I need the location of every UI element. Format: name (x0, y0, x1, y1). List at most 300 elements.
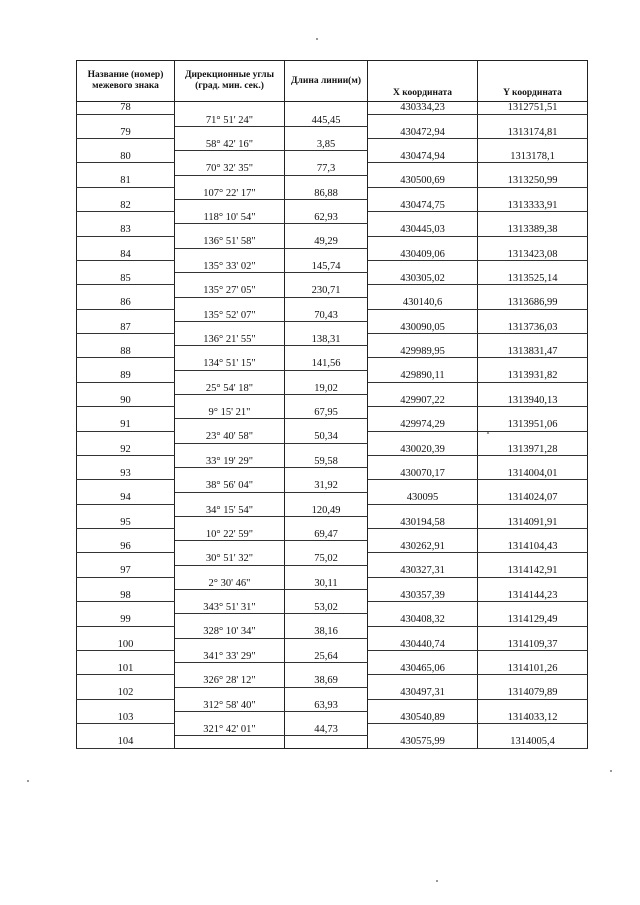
x-coordinate: 430334,23 (368, 102, 478, 115)
empty-cell (77, 724, 175, 736)
point-name: 85 (77, 273, 175, 285)
x-coordinate: 430070,17 (368, 468, 478, 480)
x-coordinate: 430194,58 (368, 516, 478, 528)
empty-cell (285, 175, 368, 187)
header-line-length: Длина линии(м) (285, 61, 368, 102)
scan-speck (436, 880, 438, 882)
point-row (77, 102, 588, 115)
line-length: 53,02 (285, 602, 368, 614)
empty-cell (175, 663, 285, 675)
empty-cell (77, 163, 175, 175)
x-coordinate: 430020,39 (368, 443, 478, 455)
y-coordinate: 1313250,99 (478, 175, 588, 187)
empty-cell (478, 260, 588, 272)
empty-cell (478, 212, 588, 224)
empty-cell (175, 614, 285, 626)
empty-cell (285, 102, 368, 115)
empty-cell (77, 334, 175, 346)
scan-speck (487, 432, 489, 434)
point-name: 81 (77, 175, 175, 187)
point-row (77, 297, 588, 309)
empty-cell (478, 529, 588, 541)
empty-cell (285, 346, 368, 358)
line-length: 138,31 (285, 334, 368, 346)
x-coordinate: 430440,74 (368, 638, 478, 650)
line-length: 49,29 (285, 236, 368, 248)
empty-cell (175, 297, 285, 309)
empty-cell (77, 577, 175, 589)
scan-speck (610, 770, 612, 772)
y-coordinate: 1313736,03 (478, 321, 588, 333)
y-coordinate: 1313389,38 (478, 224, 588, 236)
direction-angle: 30° 51' 32" (175, 553, 285, 565)
y-coordinate: 1312751,51 (478, 102, 588, 115)
empty-cell (285, 200, 368, 212)
empty-cell (77, 358, 175, 370)
empty-cell (175, 200, 285, 212)
empty-cell (478, 455, 588, 467)
point-row (77, 736, 588, 749)
empty-cell (478, 285, 588, 297)
y-coordinate: 1313831,47 (478, 346, 588, 358)
empty-cell (285, 516, 368, 528)
segment-row (77, 187, 588, 199)
x-coordinate: 429974,29 (368, 419, 478, 431)
x-coordinate: 430262,91 (368, 541, 478, 553)
y-coordinate: 1313333,91 (478, 200, 588, 212)
empty-cell (175, 419, 285, 431)
y-coordinate: 1313686,99 (478, 297, 588, 309)
direction-angle: 343° 51' 31" (175, 602, 285, 614)
line-length: 120,49 (285, 504, 368, 516)
empty-cell (478, 382, 588, 394)
empty-cell (368, 480, 478, 492)
segment-row (77, 724, 588, 736)
point-name: 95 (77, 516, 175, 528)
empty-cell (175, 468, 285, 480)
empty-cell (478, 650, 588, 662)
empty-cell (285, 151, 368, 163)
header-point-name: Название (номер) межевого знака (77, 61, 175, 102)
empty-cell (77, 675, 175, 687)
point-row (77, 346, 588, 358)
empty-cell (285, 273, 368, 285)
empty-cell (175, 273, 285, 285)
point-name: 84 (77, 248, 175, 260)
y-coordinate: 1313971,28 (478, 443, 588, 455)
x-coordinate: 430497,31 (368, 687, 478, 699)
y-coordinate: 1314091,91 (478, 516, 588, 528)
line-length: 44,73 (285, 724, 368, 736)
empty-cell (478, 187, 588, 199)
point-name: 102 (77, 687, 175, 699)
empty-cell (77, 529, 175, 541)
direction-angle: 118° 10' 54" (175, 212, 285, 224)
y-coordinate: 1314079,89 (478, 687, 588, 699)
empty-cell (175, 175, 285, 187)
empty-cell (285, 248, 368, 260)
empty-cell (77, 260, 175, 272)
point-name: 103 (77, 711, 175, 723)
line-length: 77,3 (285, 163, 368, 175)
empty-cell (175, 248, 285, 260)
point-name: 98 (77, 590, 175, 602)
line-length: 50,34 (285, 431, 368, 443)
empty-cell (77, 114, 175, 126)
empty-cell (77, 650, 175, 662)
point-name: 104 (77, 736, 175, 749)
empty-cell (77, 626, 175, 638)
empty-cell (77, 236, 175, 248)
line-length: 75,02 (285, 553, 368, 565)
line-length: 145,74 (285, 260, 368, 272)
point-name: 87 (77, 321, 175, 333)
line-length: 3,85 (285, 139, 368, 151)
segment-row (77, 455, 588, 467)
line-length: 25,64 (285, 650, 368, 662)
empty-cell (478, 699, 588, 711)
empty-cell (368, 577, 478, 589)
point-name: 100 (77, 638, 175, 650)
empty-cell (285, 663, 368, 675)
point-row (77, 614, 588, 626)
y-coordinate: 1313940,13 (478, 395, 588, 407)
point-row (77, 492, 588, 504)
line-length: 59,58 (285, 455, 368, 467)
empty-cell (478, 553, 588, 565)
direction-angle: 312° 58' 40" (175, 699, 285, 711)
direction-angle: 2° 30' 46" (175, 577, 285, 589)
empty-cell (368, 650, 478, 662)
point-row (77, 590, 588, 602)
empty-cell (368, 724, 478, 736)
point-row (77, 200, 588, 212)
x-coordinate: 430095 (368, 492, 478, 504)
direction-angle: 10° 22' 59" (175, 529, 285, 541)
empty-cell (368, 114, 478, 126)
point-name: 82 (77, 200, 175, 212)
point-name: 92 (77, 443, 175, 455)
table-body (77, 102, 588, 749)
direction-angle: 25° 54' 18" (175, 382, 285, 394)
y-coordinate: 1313931,82 (478, 370, 588, 382)
empty-cell (175, 492, 285, 504)
point-name: 96 (77, 541, 175, 553)
empty-cell (175, 541, 285, 553)
point-row (77, 565, 588, 577)
line-length: 62,93 (285, 212, 368, 224)
y-coordinate: 1313951,06 (478, 419, 588, 431)
point-name: 86 (77, 297, 175, 309)
point-name: 91 (77, 419, 175, 431)
empty-cell (175, 224, 285, 236)
y-coordinate: 1314109,37 (478, 638, 588, 650)
segment-row (77, 260, 588, 272)
segment-row (77, 163, 588, 175)
y-coordinate: 1314033,12 (478, 711, 588, 723)
point-row (77, 224, 588, 236)
y-coordinate: 1313525,14 (478, 273, 588, 285)
direction-angle: 135° 27' 05" (175, 285, 285, 297)
empty-cell (77, 285, 175, 297)
empty-cell (285, 492, 368, 504)
empty-cell (77, 212, 175, 224)
empty-cell (175, 395, 285, 407)
empty-cell (285, 468, 368, 480)
x-coordinate: 429989,95 (368, 346, 478, 358)
empty-cell (478, 504, 588, 516)
x-coordinate: 430474,75 (368, 200, 478, 212)
line-length: 38,69 (285, 675, 368, 687)
empty-cell (285, 443, 368, 455)
x-coordinate: 430408,32 (368, 614, 478, 626)
empty-cell (175, 102, 285, 115)
empty-cell (368, 504, 478, 516)
segment-row (77, 114, 588, 126)
empty-cell (368, 212, 478, 224)
y-coordinate: 1314142,91 (478, 565, 588, 577)
empty-cell (175, 370, 285, 382)
direction-angle: 136° 51' 58" (175, 236, 285, 248)
empty-cell (285, 395, 368, 407)
segment-row (77, 504, 588, 516)
empty-cell (478, 480, 588, 492)
empty-cell (175, 590, 285, 602)
empty-cell (175, 638, 285, 650)
segment-row (77, 480, 588, 492)
segment-row (77, 236, 588, 248)
segment-row (77, 431, 588, 443)
x-coordinate: 430357,39 (368, 590, 478, 602)
empty-cell (478, 358, 588, 370)
direction-angle: 33° 19' 29" (175, 455, 285, 467)
point-name: 93 (77, 468, 175, 480)
point-row (77, 687, 588, 699)
point-row (77, 443, 588, 455)
y-coordinate: 1314024,07 (478, 492, 588, 504)
direction-angle: 136° 21' 55" (175, 334, 285, 346)
empty-cell (77, 309, 175, 321)
y-coordinate: 1313423,08 (478, 248, 588, 260)
segment-row (77, 358, 588, 370)
empty-cell (77, 139, 175, 151)
direction-angle: 23° 40' 58" (175, 431, 285, 443)
header-direction-angle: Дирекционные углы (град. мин. сек.) (175, 61, 285, 102)
empty-cell (285, 711, 368, 723)
empty-cell (478, 334, 588, 346)
y-coordinate: 1314104,43 (478, 541, 588, 553)
empty-cell (368, 431, 478, 443)
empty-cell (368, 187, 478, 199)
direction-angle: 71° 51' 24" (175, 114, 285, 126)
empty-cell (478, 675, 588, 687)
line-length: 70,43 (285, 309, 368, 321)
point-name: 78 (77, 102, 175, 115)
point-row (77, 321, 588, 333)
empty-cell (368, 699, 478, 711)
empty-cell (478, 309, 588, 321)
empty-cell (478, 163, 588, 175)
empty-cell (368, 602, 478, 614)
direction-angle: 34° 15' 54" (175, 504, 285, 516)
segment-row (77, 139, 588, 151)
point-row (77, 248, 588, 260)
empty-cell (368, 407, 478, 419)
y-coordinate: 1314005,4 (478, 736, 588, 749)
empty-cell (478, 577, 588, 589)
x-coordinate: 430575,99 (368, 736, 478, 749)
empty-cell (285, 687, 368, 699)
point-row (77, 175, 588, 187)
segment-row (77, 407, 588, 419)
empty-cell (368, 260, 478, 272)
x-coordinate: 430540,89 (368, 711, 478, 723)
empty-cell (368, 455, 478, 467)
empty-cell (77, 431, 175, 443)
point-row (77, 151, 588, 163)
segment-row (77, 382, 588, 394)
empty-cell (175, 321, 285, 333)
table-header-row (77, 61, 588, 102)
point-row (77, 273, 588, 285)
y-coordinate: 1313178,1 (478, 151, 588, 163)
line-length: 38,16 (285, 626, 368, 638)
scan-speck (27, 780, 29, 782)
empty-cell (285, 321, 368, 333)
segment-row (77, 602, 588, 614)
empty-cell (77, 699, 175, 711)
point-row (77, 370, 588, 382)
point-row (77, 126, 588, 138)
empty-cell (478, 114, 588, 126)
point-row (77, 638, 588, 650)
segment-row (77, 309, 588, 321)
direction-angle: 38° 56' 04" (175, 480, 285, 492)
empty-cell (368, 163, 478, 175)
empty-cell (368, 285, 478, 297)
point-name: 79 (77, 126, 175, 138)
point-name: 83 (77, 224, 175, 236)
segment-row (77, 334, 588, 346)
empty-cell (285, 638, 368, 650)
direction-angle: 328° 10' 34" (175, 626, 285, 638)
segment-row (77, 212, 588, 224)
empty-cell (478, 407, 588, 419)
line-length: 63,93 (285, 699, 368, 711)
empty-cell (175, 443, 285, 455)
segment-row (77, 699, 588, 711)
line-length: 230,71 (285, 285, 368, 297)
empty-cell (285, 370, 368, 382)
direction-angle: 70° 32' 35" (175, 163, 285, 175)
y-coordinate: 1314101,26 (478, 663, 588, 675)
empty-cell (478, 602, 588, 614)
point-name: 101 (77, 663, 175, 675)
y-coordinate: 1314129,49 (478, 614, 588, 626)
x-coordinate: 429890,11 (368, 370, 478, 382)
x-coordinate: 429907,22 (368, 395, 478, 407)
point-row (77, 663, 588, 675)
empty-cell (285, 736, 368, 749)
empty-cell (478, 626, 588, 638)
header-x-coordinate: X координата (368, 61, 478, 102)
point-row (77, 468, 588, 480)
empty-cell (77, 455, 175, 467)
direction-angle: 58° 42' 16" (175, 139, 285, 151)
point-row (77, 419, 588, 431)
direction-angle: 135° 33' 02" (175, 260, 285, 272)
segment-row (77, 626, 588, 638)
direction-angle: 107° 22' 17" (175, 187, 285, 199)
empty-cell (77, 602, 175, 614)
empty-cell (175, 687, 285, 699)
x-coordinate: 430500,69 (368, 175, 478, 187)
x-coordinate: 430090,05 (368, 321, 478, 333)
point-name: 88 (77, 346, 175, 358)
point-row (77, 516, 588, 528)
empty-cell (175, 126, 285, 138)
segment-row (77, 650, 588, 662)
line-length: 141,56 (285, 358, 368, 370)
empty-cell (175, 565, 285, 577)
point-name: 99 (77, 614, 175, 626)
segment-row (77, 529, 588, 541)
empty-cell (77, 480, 175, 492)
empty-cell (285, 590, 368, 602)
segment-row (77, 675, 588, 687)
empty-cell (478, 431, 588, 443)
line-length: 31,92 (285, 480, 368, 492)
direction-angle: 9° 15' 21" (175, 407, 285, 419)
empty-cell (368, 236, 478, 248)
direction-angle: 326° 28' 12" (175, 675, 285, 687)
line-length: 30,11 (285, 577, 368, 589)
point-name: 80 (77, 151, 175, 163)
empty-cell (77, 504, 175, 516)
empty-cell (368, 626, 478, 638)
empty-cell (77, 407, 175, 419)
point-row (77, 711, 588, 723)
empty-cell (478, 236, 588, 248)
line-length: 67,95 (285, 407, 368, 419)
empty-cell (368, 358, 478, 370)
point-name: 89 (77, 370, 175, 382)
x-coordinate: 430474,94 (368, 151, 478, 163)
header-y-coordinate: Y координата (478, 61, 588, 102)
x-coordinate: 430305,02 (368, 273, 478, 285)
point-row (77, 395, 588, 407)
segment-row (77, 553, 588, 565)
empty-cell (285, 297, 368, 309)
empty-cell (77, 382, 175, 394)
point-name: 97 (77, 565, 175, 577)
line-length: 445,45 (285, 114, 368, 126)
x-coordinate: 430445,03 (368, 224, 478, 236)
coordinates-table (76, 60, 588, 749)
point-row (77, 541, 588, 553)
y-coordinate: 1313174,81 (478, 126, 588, 138)
y-coordinate: 1314144,23 (478, 590, 588, 602)
x-coordinate: 430472,94 (368, 126, 478, 138)
empty-cell (175, 736, 285, 749)
empty-cell (368, 382, 478, 394)
point-name: 94 (77, 492, 175, 504)
point-name: 90 (77, 395, 175, 407)
empty-cell (285, 614, 368, 626)
empty-cell (285, 224, 368, 236)
empty-cell (77, 553, 175, 565)
empty-cell (368, 139, 478, 151)
